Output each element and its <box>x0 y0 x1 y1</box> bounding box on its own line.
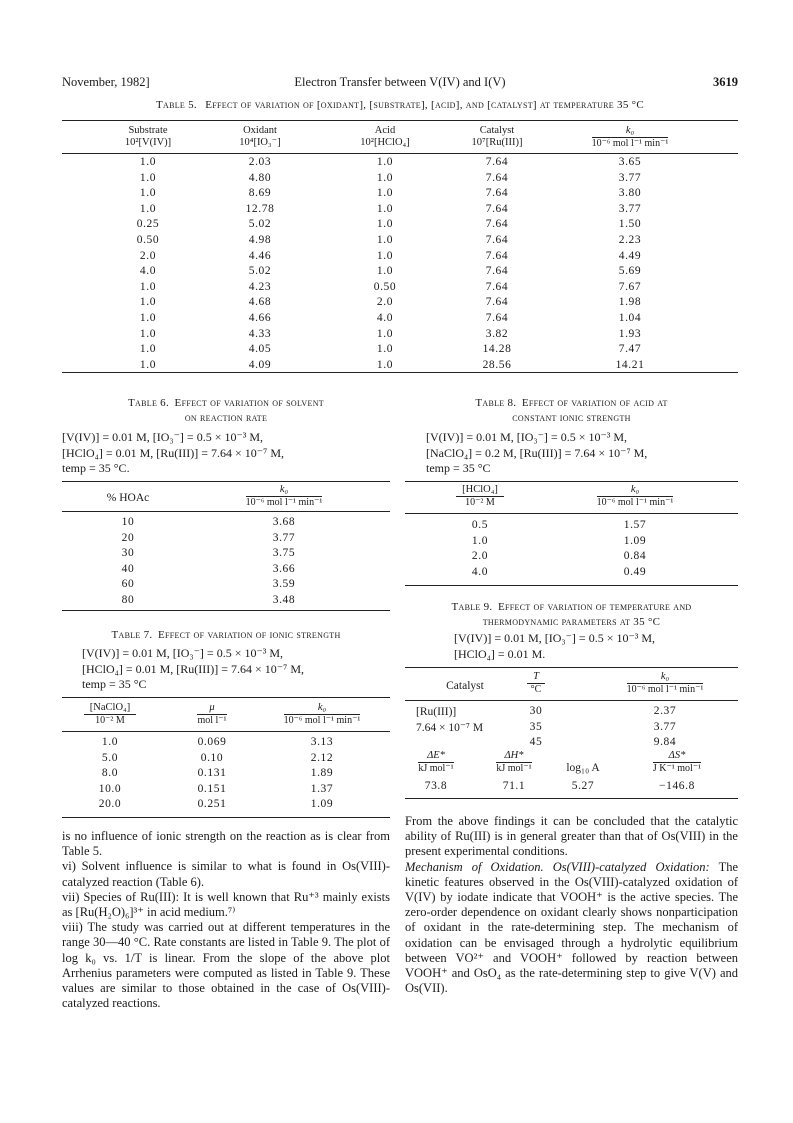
right-paragraph-1: From the above findings it can be concluded that the catalytic ability of Ru(III) is in general greater than that of Os(VIII) in the present experimental conditions. <box>405 814 738 859</box>
table9-header-enthalpy: $\frac{\Delta H*}{\text{kJ mol⁻¹}}$ <box>496 750 532 774</box>
table9-header-k0: $\frac{\text{k₀}}{\text{10⁻⁶ mol l⁻¹ min⁻¹}}$ <box>626 671 704 695</box>
table8-cell: 4.0 <box>471 565 489 578</box>
table8-cell: 1.57 <box>623 519 647 531</box>
table6-cell: 3.66 <box>272 562 296 575</box>
table9-thermo-cell: −146.8 <box>659 780 695 792</box>
table7-cell: 0.069 <box>197 736 227 748</box>
table6-cell: 10 <box>121 516 135 528</box>
table5-cell: 1.0 <box>376 234 394 246</box>
table8-header-hclo4: $\frac{\text{[HClO₄]}}{\text{10⁻² M}}$ <box>440 484 520 509</box>
table6-cell: 3.75 <box>272 547 296 560</box>
table5-cell: 1.0 <box>376 187 394 200</box>
table5-cell: 7.64 <box>485 156 509 168</box>
table9-header-temperature: $\frac{T}{^\circ C}$ <box>506 671 566 696</box>
table5-cell: 1.0 <box>139 343 157 356</box>
table5-cell: 1.0 <box>139 280 157 293</box>
table5-cell: 14.21 <box>615 358 645 371</box>
table5-header-rule <box>62 153 738 154</box>
table7-header-k0: $\frac{\text{k₀}}{\text{10⁻⁶ mol l⁻¹ min⁻¹}}$ <box>283 702 361 726</box>
table9-caption: Table 9. Effect of variation of temperature and thermodynamic parameters at 35 °C <box>451 601 692 628</box>
table7-cell: 0.151 <box>197 782 227 795</box>
table8-header-k0: $\frac{\text{k₀}}{\text{10⁻⁶ mol l⁻¹ min⁻¹}}$ <box>596 484 674 508</box>
table8-header-rule <box>405 513 738 514</box>
table5-cell: 7.64 <box>485 296 509 309</box>
table5-cell: 1.50 <box>618 218 642 231</box>
table5-top-rule <box>62 120 738 121</box>
table5-cell: 7.64 <box>485 234 509 246</box>
table5-cell: 3.80 <box>618 187 642 200</box>
table6-cell: 40 <box>121 562 135 575</box>
table7-cell: 1.89 <box>310 767 334 780</box>
table5-cell: 1.0 <box>376 156 394 168</box>
table9-thermo-cell: 73.8 <box>424 780 448 792</box>
table5-cell: 28.56 <box>482 358 512 371</box>
table5-cell: 5.02 <box>248 265 272 278</box>
table9-catalyst-conc: 7.64 × 10⁻⁷ M <box>416 722 484 734</box>
table5-caption-text: Effect of variation of [oxidant], [substrate], [acid], and [catalyst] at temperature 35 °C <box>205 99 645 111</box>
left-paragraph-2: vi) Solvent influence is similar to what is found in Os(VIII)-catalyzed reaction (Table 6). <box>62 859 390 889</box>
table8-caption: Table 8. Effect of variation of acid at constant ionic strength <box>475 397 668 424</box>
table5-header-k0: $\frac{\text{k₀}}{\text{10⁻⁶ mol l⁻¹ min⁻¹}}$ <box>591 125 669 149</box>
right-column-text <box>405 814 738 996</box>
table7-header-rule <box>62 731 390 732</box>
table5-cell: 1.0 <box>376 358 394 371</box>
table5-cell: 3.65 <box>618 156 642 168</box>
table9-catalyst-name: [Ru(III)] <box>416 706 457 718</box>
table7-conditions: [V(IV)] = 0.01 M, [IO₃⁻] = 0.5 × 10⁻³ M, [HClO₄] = 0.01 M, [Ru(III)] = 7.64 × 10⁻⁷ M, temp = 35 °C <box>82 646 304 691</box>
table5-cell: 7.47 <box>618 343 642 356</box>
table7-bottom-rule <box>62 817 390 818</box>
table7-cell: 5.0 <box>101 751 119 764</box>
table5-cell: 4.0 <box>139 265 157 278</box>
left-column-text <box>62 829 390 1011</box>
table6-cell: 3.59 <box>272 578 296 591</box>
table5-header-catalyst: Catalyst 10⁷[Ru(III)] <box>471 125 523 148</box>
table7-cell: 3.13 <box>310 736 334 748</box>
header-page-number: 3619 <box>713 75 738 89</box>
table5-cell: 1.0 <box>139 202 157 215</box>
right-paragraph-2 <box>405 860 738 997</box>
table8-cell: 1.09 <box>623 534 647 547</box>
table9-header-rule <box>405 700 738 701</box>
table8-cell: 0.49 <box>623 565 647 578</box>
table5-cell: 7.64 <box>485 280 509 293</box>
table9-cell: 2.37 <box>653 705 677 717</box>
table5-header-acid: Acid 10²[HClO₄] <box>360 125 410 148</box>
table6-cell: 30 <box>121 547 135 560</box>
table6-cell: 60 <box>121 578 135 591</box>
table5-cell: 2.0 <box>139 249 157 262</box>
table9-header-entropy: $\frac{\Delta S*}{\text{J K⁻¹ mol⁻¹}}$ <box>652 750 702 774</box>
table8-top-rule <box>405 481 738 482</box>
table5-cell: 4.23 <box>248 280 272 293</box>
table6-cell: 20 <box>121 531 135 544</box>
table5-cell: 4.33 <box>248 327 272 340</box>
table5-caption-label: Table 5. <box>155 99 197 111</box>
table5-cell: 4.68 <box>248 296 272 309</box>
table8-cell: 0.5 <box>471 519 489 531</box>
table8-cell: 2.0 <box>471 550 489 563</box>
table5-cell: 14.28 <box>482 343 512 356</box>
table8-cell: 1.0 <box>471 534 489 547</box>
table5-cell: 1.0 <box>139 156 157 168</box>
table5-cell: 0.50 <box>373 280 397 293</box>
table5-cell: 3.77 <box>618 202 642 215</box>
table6-cell: 3.48 <box>272 594 296 606</box>
table8-cell: 0.84 <box>623 550 647 563</box>
table6-conditions: [V(IV)] = 0.01 M, [IO₃⁻] = 0.5 × 10⁻³ M, [HClO₄] = 0.01 M, [Ru(III)] = 7.64 × 10⁻⁷ M, temp = 35 °C. <box>62 430 284 475</box>
table5-cell: 1.0 <box>376 265 394 278</box>
table9-top-rule <box>405 667 738 668</box>
table5-cell: 1.98 <box>618 296 642 309</box>
table5-cell: 1.0 <box>139 312 157 324</box>
table5-cell: 4.05 <box>248 343 272 356</box>
table5-cell: 7.64 <box>485 312 509 324</box>
table5-cell: 8.69 <box>248 187 272 200</box>
header-date: November, 1982] <box>62 75 150 89</box>
table5-cell: 3.77 <box>618 171 642 184</box>
table9-header-log-a: log₁₀ A <box>566 762 600 774</box>
table8-bottom-rule <box>405 585 738 586</box>
table5-cell: 4.0 <box>376 312 394 324</box>
table5-cell: 3.82 <box>485 327 509 340</box>
table5-cell: 7.64 <box>485 265 509 278</box>
table6-cell: 3.77 <box>272 531 296 544</box>
table9-cell: 30 <box>529 705 543 717</box>
table6-caption: Table 6. Effect of variation of solvent on reaction rate <box>128 397 324 424</box>
table9-cell: 35 <box>529 720 543 733</box>
table5-cell: 1.0 <box>139 296 157 309</box>
table7-cell: 0.10 <box>200 751 224 764</box>
table7-cell: 1.09 <box>310 798 334 811</box>
table5-cell: 0.25 <box>136 218 160 231</box>
table5-cell: 4.49 <box>618 249 642 262</box>
table6-header-rule <box>62 511 390 512</box>
table6-bottom-rule <box>62 610 390 611</box>
header-title: Electron Transfer between V(IV) and I(V) <box>294 75 506 89</box>
table5-cell: 4.66 <box>248 312 272 324</box>
table6-header-hoac: % HOAc <box>106 492 150 504</box>
table6-top-rule <box>62 481 390 482</box>
table5-cell: 0.50 <box>136 234 160 246</box>
table5-cell: 1.0 <box>376 343 394 356</box>
table9-conditions: [V(IV)] = 0.01 M, [IO₃⁻] = 0.5 × 10⁻³ M, [HClO₄] = 0.01 M. <box>454 631 656 661</box>
table7-header-mu: $\frac{\mu}{\text{mol l⁻¹}}$ <box>197 702 227 726</box>
table5-cell: 12.78 <box>245 202 275 215</box>
table7-cell: 10.0 <box>98 782 122 795</box>
table5-cell: 1.04 <box>618 312 642 324</box>
table5-caption <box>62 99 738 111</box>
table5-cell: 1.0 <box>139 187 157 200</box>
table5-cell: 1.0 <box>376 202 394 215</box>
table6-cell: 80 <box>121 594 135 606</box>
table9-cell: 45 <box>529 736 543 749</box>
table9-cell: 9.84 <box>653 736 677 749</box>
table8-conditions: [V(IV)] = 0.01 M, [IO₃⁻] = 0.5 × 10⁻³ M, [NaClO₄] = 0.2 M, [Ru(III)] = 7.64 × 10⁻⁷ M, temp = 35 °C <box>426 430 648 475</box>
table9-cell: 3.77 <box>653 720 677 733</box>
table5-bottom-rule <box>62 372 738 373</box>
table5-cell: 2.03 <box>248 156 272 168</box>
table7-cell: 8.0 <box>101 767 119 780</box>
table6-cell: 3.68 <box>272 516 296 528</box>
table5-cell: 7.67 <box>618 280 642 293</box>
right-paragraph-2-body: The kinetic features observed in the Os(VIII)-catalyzed oxidation of V(IV) by iodate indicate that VOOH⁺ is the active species. The zero-order dependence on oxidant clearly shows nonparticipation of oxidant in the rate-determining step. The mechanism of oxidation can be envisaged through a hydrolytic equilibrium between VO²⁺ and VOOH⁺ followed by reaction between VOOH⁺ and OsO₄ as the rate-determining step to give V(V) and Os(VII). <box>405 859 738 996</box>
table5-cell: 7.64 <box>485 171 509 184</box>
table5-cell: 1.0 <box>139 358 157 371</box>
table5-cell: 4.46 <box>248 249 272 262</box>
table7-cell: 2.12 <box>310 751 334 764</box>
table9-thermo-cell: 71.1 <box>502 780 526 792</box>
table5-cell: 4.09 <box>248 358 272 371</box>
right-paragraph-2-heading: Mechanism of Oxidation. Os(VIII)-catalyzed Oxidation: <box>405 859 710 874</box>
table5-cell: 4.98 <box>248 234 272 246</box>
table7-cell: 0.131 <box>197 767 227 780</box>
table5-cell: 5.02 <box>248 218 272 231</box>
table5-cell: 5.69 <box>618 265 642 278</box>
table5-cell: 1.0 <box>139 327 157 340</box>
table9-thermo-cell: 5.27 <box>571 780 595 792</box>
table5-cell: 1.0 <box>376 249 394 262</box>
table9-header-activation-energy: $\frac{\Delta E*}{\text{kJ mol⁻¹}}$ <box>418 750 454 774</box>
table5-cell: 7.64 <box>485 218 509 231</box>
table7-cell: 0.251 <box>197 798 227 811</box>
table5-cell: 1.0 <box>376 327 394 340</box>
table9-bottom-rule <box>405 798 738 799</box>
table7-header-naclo4: $\frac{\text{[NaClO₄]}}{\text{10⁻² M}}$ <box>70 702 150 727</box>
table5-cell: 1.93 <box>618 327 642 340</box>
table5-cell: 4.80 <box>248 171 272 184</box>
table5-cell: 1.0 <box>139 171 157 184</box>
table7-cell: 20.0 <box>98 798 122 811</box>
table6-header-k0: $\frac{\text{k₀}}{\text{10⁻⁶ mol l⁻¹ min⁻¹}}$ <box>245 484 323 508</box>
table5-header-substrate: Substrate 10²[V(IV)] <box>124 125 172 148</box>
table7-cell: 1.0 <box>101 736 119 748</box>
table5-cell: 2.0 <box>376 296 394 309</box>
table7-caption: Table 7. Effect of variation of ionic strength <box>111 629 341 641</box>
running-header <box>62 75 738 91</box>
left-paragraph-4: viii) The study was carried out at different temperatures in the range 30—40 °C. Rate constants are listed in Table 9. The plot of log k₀ vs. 1/T is linear. From the slope of the above plot Arrhenius parameters were computed as listed in Table 9. These values are similar to those obtained in the case of Os(VIII)-catalyzed reactions. <box>62 920 390 1011</box>
table5-cell: 2.23 <box>618 234 642 246</box>
left-paragraph-3: vii) Species of Ru(III): It is well known that Ru⁺³ mainly exists as [Ru(H₂O)₆]³⁺ in acid medium.⁷⁾ <box>62 889 390 920</box>
table5-cell: 1.0 <box>376 218 394 231</box>
table5-cell: 1.0 <box>376 171 394 184</box>
table5-header-oxidant: Oxidant 10⁴[IO₃⁻] <box>239 125 281 148</box>
table5-cell: 7.64 <box>485 202 509 215</box>
table5-cell: 7.64 <box>485 187 509 200</box>
left-paragraph-1: is no influence of ionic strength on the reaction as is clear from Table 5. <box>62 829 390 859</box>
table9-header-catalyst: Catalyst <box>446 680 484 692</box>
table7-cell: 1.37 <box>310 782 334 795</box>
table5-cell: 7.64 <box>485 249 509 262</box>
table7-top-rule <box>62 697 390 698</box>
